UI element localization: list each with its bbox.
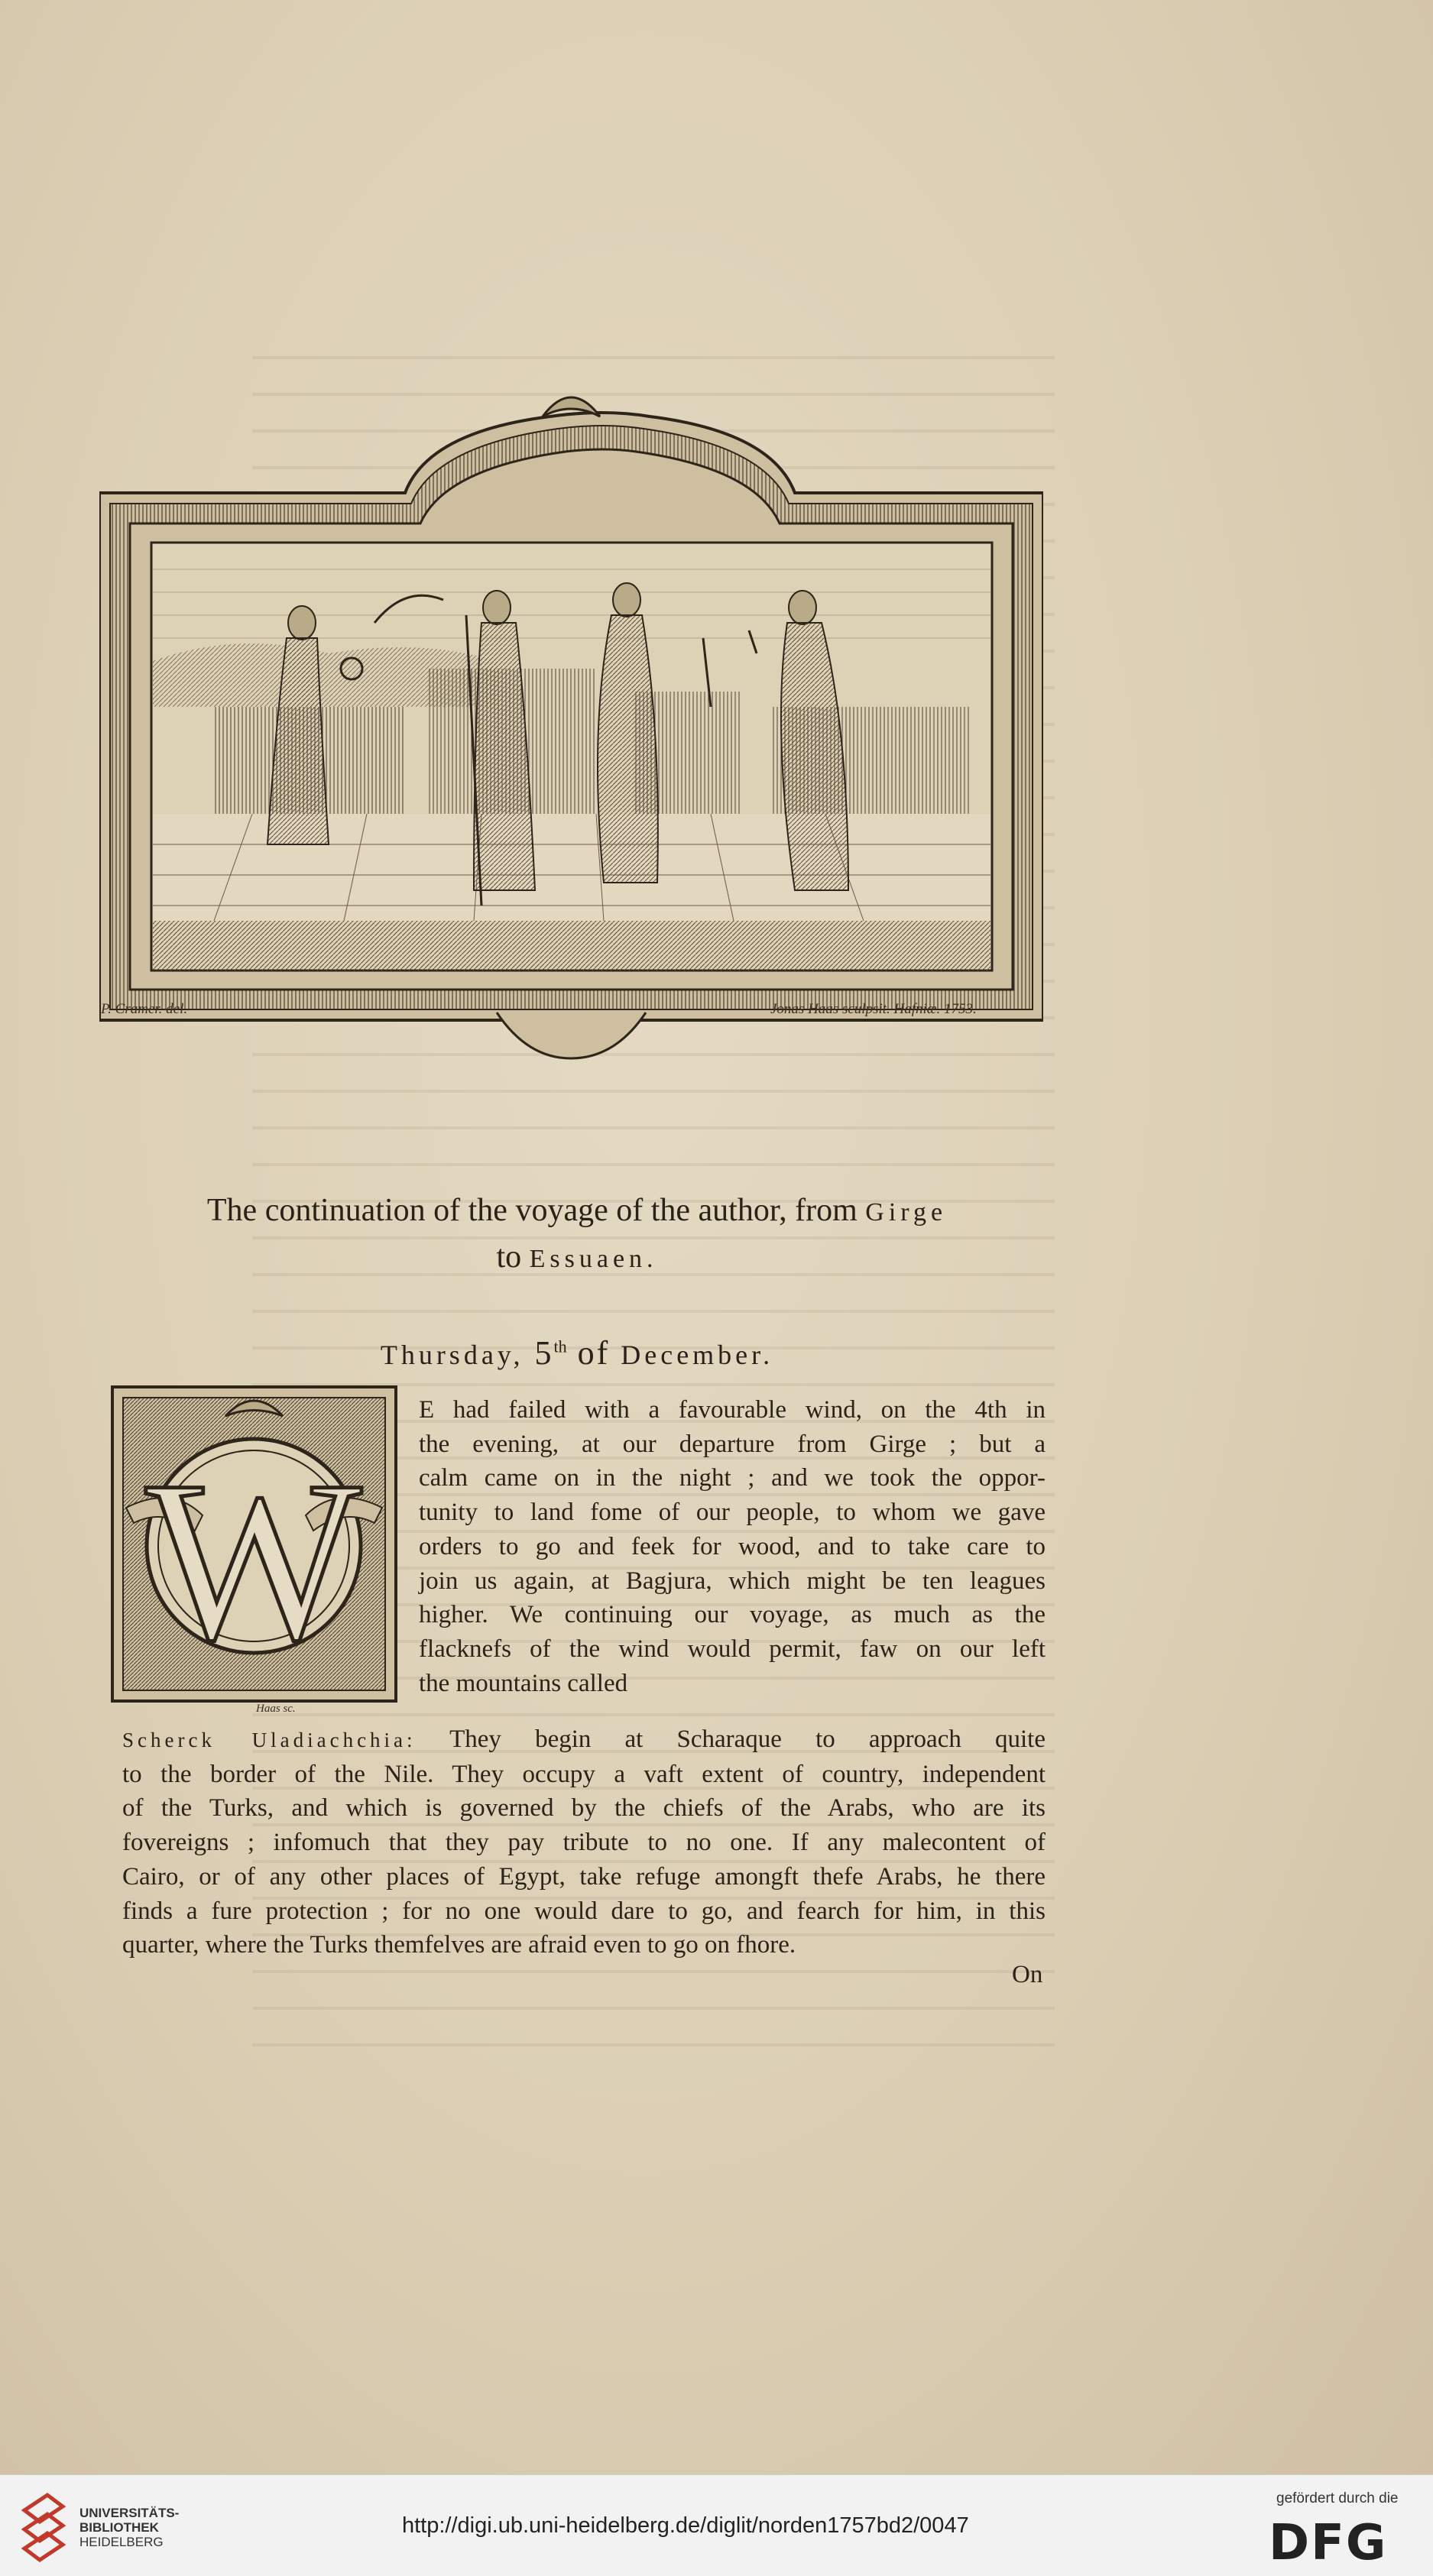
- text-line: of the Turks, and which is governed by the chiefs of the Arabs, who are its: [122, 1794, 1046, 1823]
- dfg-logo[interactable]: [1269, 2513, 1414, 2567]
- text-line: to the border of the Nile. They occupy a vaft extent of country, independent: [122, 1760, 1046, 1788]
- chapter-title-text-2: to: [496, 1239, 530, 1275]
- initial-letter: W: [145, 1434, 362, 1687]
- paragraph-2: [122, 1722, 1046, 1962]
- library-name-line2: BIBLIOTHEK: [79, 2520, 159, 2535]
- permalink-url[interactable]: http://digi.ub.uni-heidelberg.de/diglit/norden1757bd2/0047: [402, 2513, 969, 2538]
- catchword: On: [1012, 1961, 1043, 1988]
- dfg-logo-text: DFG: [1269, 2515, 1388, 2567]
- chapter-title-line2: [107, 1235, 1047, 1282]
- text-line: flacknefs of the wind would permit, faw on our left: [419, 1635, 1046, 1663]
- text-line: join us again, at Bagjura, which might be ten leagues: [419, 1567, 1046, 1595]
- text-line: the evening, at our departure from Girge ; but a: [419, 1430, 1046, 1458]
- initial-credit: Haas sc.: [256, 1703, 296, 1715]
- text-line: [122, 1722, 1046, 1758]
- engraving-credit-left: P. Cramer. del.: [101, 1001, 188, 1017]
- text-line: calm came on in the night ; and we took the oppor-: [419, 1464, 1046, 1492]
- engraving-illustration: [99, 386, 1043, 1066]
- chapter-title-place-girge: Girge: [865, 1198, 948, 1226]
- text-line: fovereigns ; infomuch that they pay tribute to no one. If any malecontent of: [122, 1829, 1046, 1857]
- text-line: the mountains called: [419, 1669, 628, 1697]
- library-name: [79, 2506, 179, 2549]
- engraving-credit-right: Jonas Haas sculpsit. Hafniæ. 1753.: [770, 1001, 977, 1017]
- library-name-line1: UNIVERSITÄTS-: [79, 2506, 180, 2520]
- chapter-title-place-essuaen: Essuaen.: [529, 1245, 658, 1273]
- text-line: tunity to land fome of our people, to whom we gave: [419, 1499, 1046, 1527]
- chapter-title-text: The continuation of the voyage of the author, from: [206, 1193, 866, 1228]
- footer-bar: [0, 2474, 1433, 2576]
- text-line-rest: They begin at Scharaque to approach quite: [416, 1725, 1046, 1753]
- date-of: of: [566, 1334, 621, 1372]
- funding-label: gefördert durch die: [1276, 2490, 1399, 2506]
- chapter-title: [107, 1188, 1047, 1282]
- date-number: 5: [534, 1334, 554, 1372]
- text-line: E had failed with a favourable wind, on the 4th in: [419, 1396, 1046, 1424]
- decorated-initial-w: [111, 1385, 397, 1703]
- paragraph-1: [419, 1393, 1046, 1700]
- library-name-line3: HEIDELBERG: [79, 2535, 164, 2549]
- place-name: Scherck Uladiachchia:: [122, 1729, 417, 1751]
- date-day: Thursday,: [380, 1340, 524, 1370]
- university-library-logo[interactable]: [17, 2487, 70, 2564]
- text-line: Cairo, or of any other places of Egypt, take refuge amongft thefe Arabs, he there: [122, 1862, 1046, 1891]
- date-month: December.: [621, 1340, 774, 1370]
- text-line: finds a fure protection ; for no one would dare to go, and fearch for him, in this: [122, 1897, 1046, 1925]
- date-heading: [107, 1333, 1047, 1372]
- text-line: higher. We continuing our voyage, as much as the: [419, 1601, 1046, 1629]
- text-line: orders to go and feek for wood, and to take care to: [419, 1532, 1046, 1560]
- date-ordinal: th: [553, 1337, 567, 1356]
- chapter-title-line1: [107, 1188, 1047, 1235]
- text-line: quarter, where the Turks themfelves are afraid even to go on fhore.: [122, 1931, 796, 1959]
